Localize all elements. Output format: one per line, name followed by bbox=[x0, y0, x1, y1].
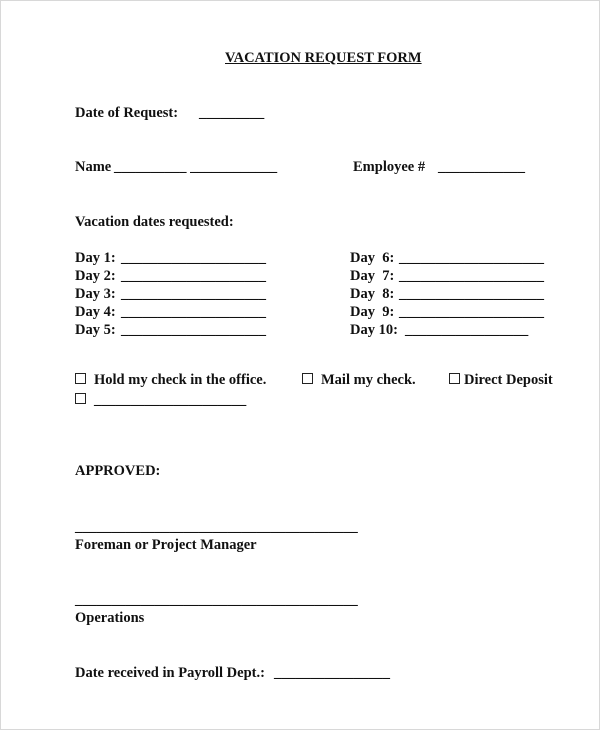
day-field[interactable]: ____________________ bbox=[399, 304, 544, 320]
day-label: Day 4: bbox=[75, 304, 116, 320]
direct-deposit-label: Direct Deposit bbox=[464, 372, 553, 388]
day-field[interactable]: ____________________ bbox=[121, 304, 266, 320]
other-checkbox[interactable] bbox=[75, 393, 86, 404]
vacation-dates-label: Vacation dates requested: bbox=[75, 214, 234, 230]
date-of-request-label: Date of Request: bbox=[75, 105, 179, 121]
mail-check-option[interactable] bbox=[302, 371, 416, 389]
other-option[interactable] bbox=[75, 391, 246, 409]
day-label: Day 8: bbox=[350, 286, 395, 302]
other-field[interactable]: _____________________ bbox=[94, 392, 247, 408]
operations-signature-line[interactable]: _______________________________________ bbox=[75, 592, 358, 608]
hold-check-option[interactable] bbox=[75, 371, 266, 389]
hold-check-checkbox[interactable] bbox=[75, 373, 86, 384]
foreman-signature-line[interactable]: _______________________________________ bbox=[75, 519, 358, 535]
foreman-label: Foreman or Project Manager bbox=[75, 537, 257, 553]
day-field[interactable]: _________________ bbox=[405, 322, 529, 338]
mail-check-label: Mail my check. bbox=[321, 372, 416, 388]
date-of-request-field[interactable]: _________ bbox=[199, 105, 265, 121]
day-field[interactable]: ____________________ bbox=[399, 286, 544, 302]
day-label: Day 7: bbox=[350, 268, 395, 284]
direct-deposit-checkbox[interactable] bbox=[449, 373, 460, 384]
direct-deposit-option[interactable] bbox=[449, 371, 553, 389]
payroll-date-label: Date received in Payroll Dept.: bbox=[75, 665, 265, 681]
mail-check-checkbox[interactable] bbox=[302, 373, 313, 384]
day-label: Day 10: bbox=[350, 322, 398, 338]
day-label: Day 1: bbox=[75, 250, 116, 266]
day-field[interactable]: ____________________ bbox=[399, 268, 544, 284]
name-field[interactable]: __________ ____________ bbox=[114, 159, 278, 175]
approved-label: APPROVED: bbox=[75, 463, 161, 479]
hold-check-label: Hold my check in the office. bbox=[94, 372, 267, 388]
employee-number-label: Employee # bbox=[353, 159, 426, 175]
operations-label: Operations bbox=[75, 610, 145, 626]
form-title: VACATION REQUEST FORM bbox=[225, 50, 422, 66]
day-label: Day 3: bbox=[75, 286, 116, 302]
day-label: Day 6: bbox=[350, 250, 395, 266]
day-field[interactable]: ____________________ bbox=[121, 322, 266, 338]
day-field[interactable]: ____________________ bbox=[399, 250, 544, 266]
day-label: Day 5: bbox=[75, 322, 116, 338]
day-field[interactable]: ____________________ bbox=[121, 250, 266, 266]
employee-number-field[interactable]: ____________ bbox=[438, 159, 525, 175]
day-field[interactable]: ____________________ bbox=[121, 286, 266, 302]
day-field[interactable]: ____________________ bbox=[121, 268, 266, 284]
name-label: Name bbox=[75, 159, 112, 175]
payroll-date-field[interactable]: ________________ bbox=[274, 665, 390, 681]
day-label: Day 2: bbox=[75, 268, 116, 284]
day-label: Day 9: bbox=[350, 304, 395, 320]
